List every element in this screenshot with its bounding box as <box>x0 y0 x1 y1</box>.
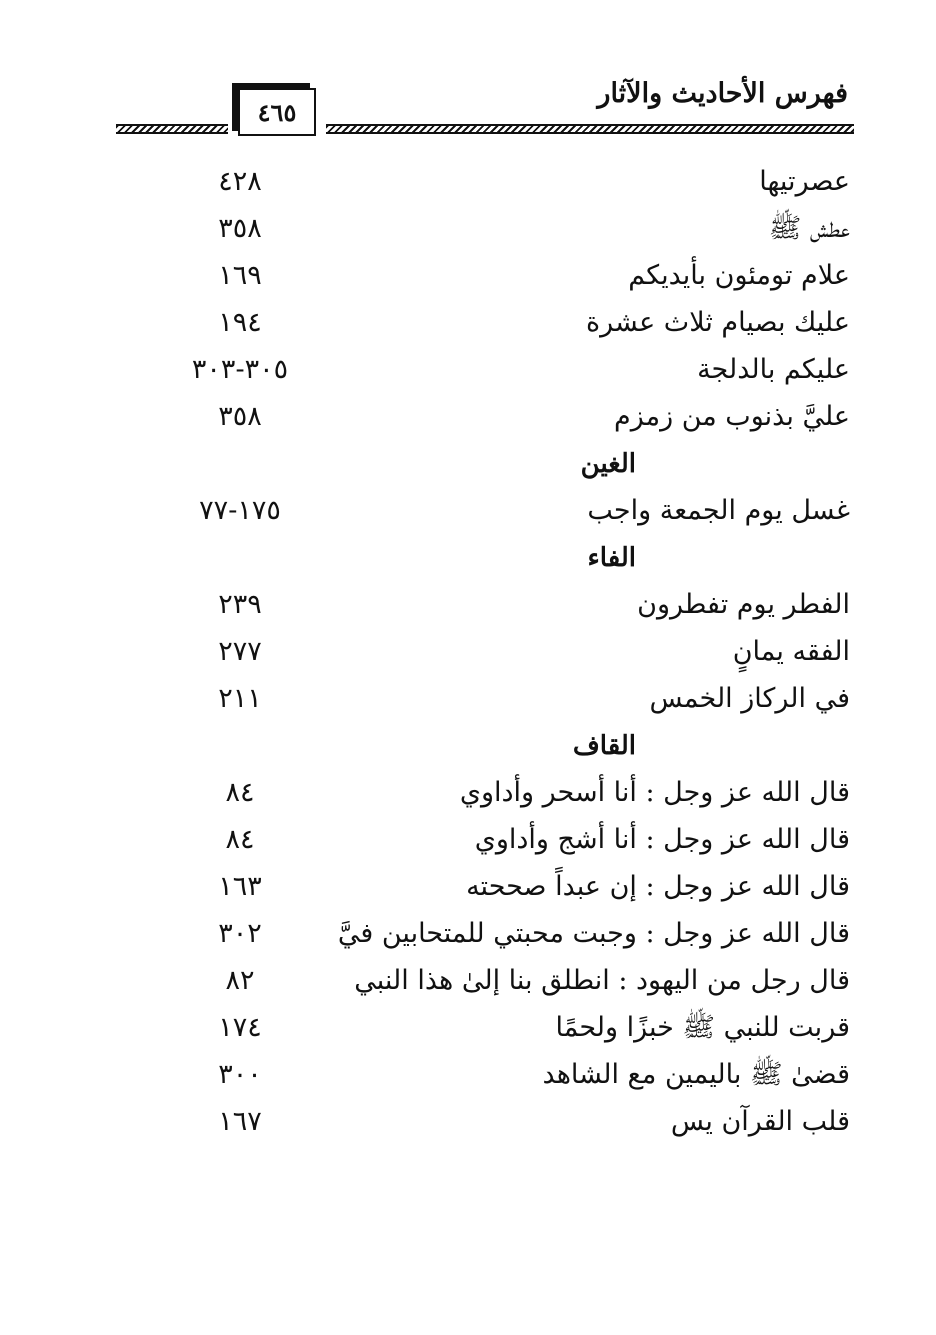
page-reference: ٣٠٥-٣٠٣ <box>191 354 289 385</box>
hadith-text: قضىٰ ﷺ باليمين مع الشاهد <box>542 1059 850 1090</box>
hadith-text: قلب القرآن يس <box>670 1106 850 1137</box>
page-reference: ٢١١ <box>218 683 262 714</box>
index-entry-row <box>0 961 936 1001</box>
index-entry-row <box>0 1008 936 1048</box>
index-entry-row <box>0 491 936 531</box>
section-heading: الفاء <box>587 543 636 573</box>
index-entry-row <box>0 820 936 860</box>
index-entry-row <box>0 867 936 907</box>
index-entry-row <box>0 350 936 390</box>
page-reference: ١٩٤ <box>218 307 262 338</box>
page-reference: ٢٣٩ <box>218 589 262 620</box>
index-entry-row <box>0 1102 936 1142</box>
page-reference: ٤٢٨ <box>218 166 262 197</box>
hadith-text: عليك بصيام ثلاث عشرة <box>585 307 850 338</box>
index-entry-row <box>0 256 936 296</box>
page-reference: ١٦٧ <box>218 1106 262 1137</box>
hadith-text: الفطر يوم تفطرون <box>637 589 850 620</box>
page-reference: ٨٤ <box>225 824 255 855</box>
index-entry-row <box>0 679 936 719</box>
page-reference: ١٧٥-٧٧ <box>199 495 281 526</box>
hadith-text: غسل يوم الجمعة واجب <box>587 495 850 526</box>
hadith-text: قال الله عز وجل : أنا أشج وأداوي <box>474 824 850 855</box>
page-reference: ٨٤ <box>225 777 255 808</box>
hadith-text: قال رجل من اليهود : انطلق بنا إلىٰ هذا النبي <box>354 965 850 996</box>
hadith-text: قال الله عز وجل : أنا أسحر وأداوي <box>459 777 850 808</box>
hadith-text: قال الله عز وجل : وجبت محبتي للمتحابين فيَّ <box>337 918 850 949</box>
index-entry-row <box>0 209 936 249</box>
page-reference: ٢٧٧ <box>218 636 262 667</box>
index-entry-row <box>0 914 936 954</box>
page-reference: ٣٠٠ <box>218 1059 262 1090</box>
page-reference: ٣٥٨ <box>218 401 262 432</box>
hadith-text: في الركاز الخمس <box>649 683 850 714</box>
index-entry-row <box>0 397 936 437</box>
page-reference: ٣٥٨ <box>218 213 262 244</box>
hadith-text: الفقه يمانٍ <box>732 636 850 667</box>
hadith-text: عطش ﷺ <box>768 213 850 244</box>
index-entry-row <box>0 303 936 343</box>
hadith-text: علام تومئون بأيديكم <box>628 260 850 291</box>
page-reference: ٨٢ <box>225 965 255 996</box>
index-entry-row <box>0 1055 936 1095</box>
running-title: فهرس الأحاديث والآثار <box>597 78 848 109</box>
hadith-text: عليكم بالدلجة <box>697 354 850 385</box>
index-entry-row <box>0 632 936 672</box>
page-number: ٤٦٥ <box>257 97 297 127</box>
page-reference: ١٦٣ <box>218 871 262 902</box>
hadith-text: قال الله عز وجل : إن عبداً صححته <box>466 871 850 902</box>
section-heading: القاف <box>572 731 636 761</box>
page-reference: ١٧٤ <box>218 1012 262 1043</box>
section-heading: الغين <box>580 449 636 479</box>
index-entry-row <box>0 773 936 813</box>
index-entry-row <box>0 585 936 625</box>
index-entry-row <box>0 162 936 202</box>
hadith-text: عليَّ بذنوب من زمزم <box>614 401 850 432</box>
page-reference: ١٦٩ <box>218 260 262 291</box>
hadith-text: عصرتيها <box>759 166 850 197</box>
hadith-text: قربت للنبي ﷺ خبزًا ولحمًا <box>555 1012 850 1043</box>
page-reference: ٣٠٢ <box>218 918 262 949</box>
